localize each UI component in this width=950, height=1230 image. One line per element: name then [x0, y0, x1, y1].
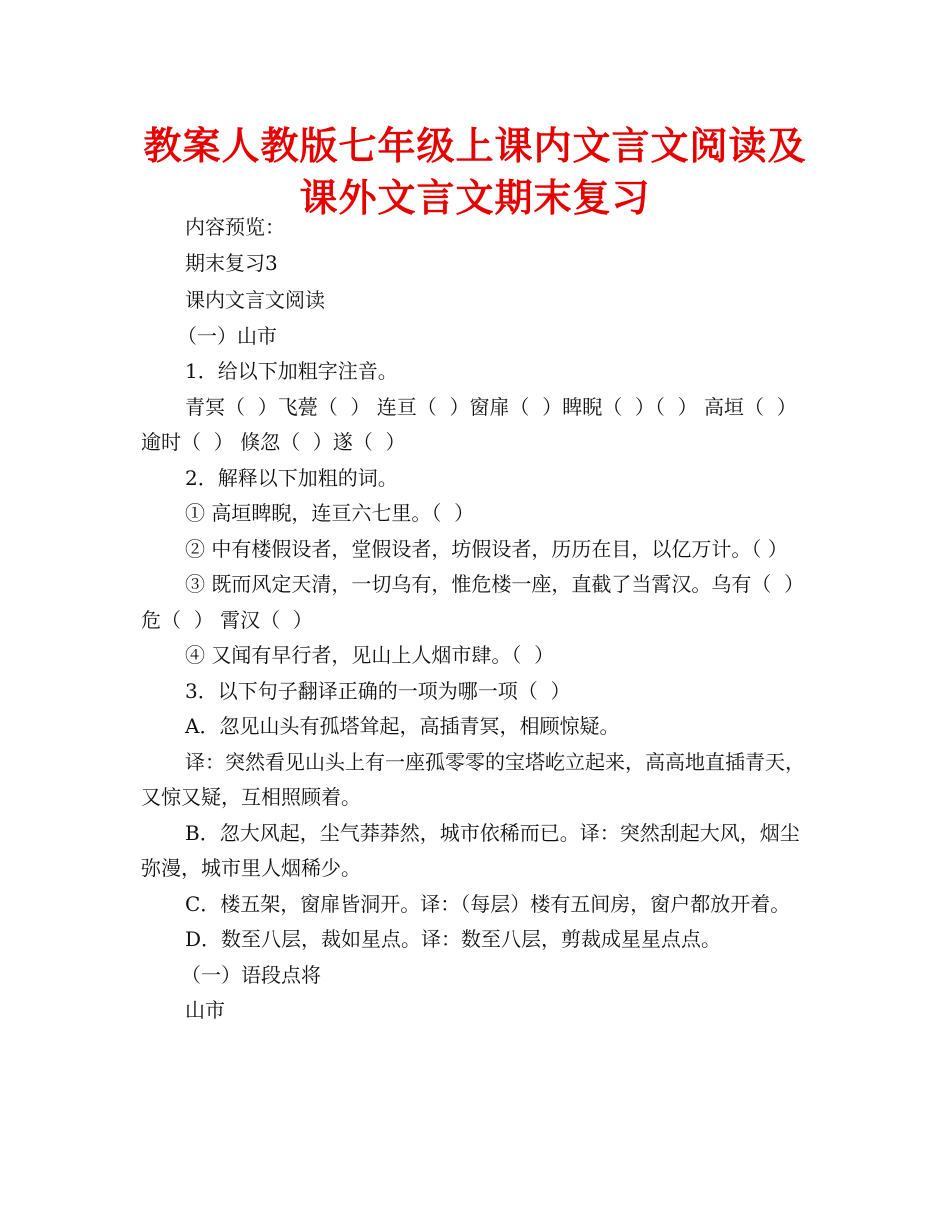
paragraph-review-heading: 期末复习3 [185, 250, 278, 275]
paragraph-preview-label: 内容预览： [185, 215, 285, 239]
paragraph-option-a-translation: 译：突然看见山头上有一座孤零零的宝塔屹立起来，高高地直插青天，又惊又疑，互相照顾着。 [141, 749, 805, 809]
paragraph-question-3: 3．以下句子翻译正确的一项为哪一项（ ） [185, 678, 571, 703]
paragraph-question-2-item-4: ④ 又闻有早行者，见山上人烟市肆。（ ） [185, 643, 555, 667]
paragraph-subsection-heading: （一）语段点将 [181, 962, 321, 987]
document-title: 教案人教版七年级上课内文言文阅读及课外文言文期末复习 [143, 124, 807, 220]
paragraph-question-2-item-2: ② 中有楼假设者，堂假设者，坊假设者，历历在目，以亿万计。（ ） [185, 536, 788, 561]
paragraph-section-heading: 课内文言文阅读 [185, 288, 325, 312]
paragraph-option-c: C．楼五架，窗扉皆洞开。译：（每层）楼有五间房，窗户都放开着。 [185, 891, 791, 916]
paragraph-question-1: 1．给以下加粗字注音。 [185, 359, 398, 383]
document-body [141, 210, 813, 1029]
paragraph-option-b: B．忽大风起，尘气莽莽然，城市依稀而已。译：突然刮起大风，烟尘弥漫，城市里人烟稀少。 [141, 820, 800, 880]
paragraph-text-name: 山市 [185, 998, 225, 1022]
paragraph-question-2: 2．解释以下加粗的词。 [185, 465, 398, 490]
paragraph-option-d: D．数至八层，裁如星点。译：数至八层，剪裁成星星点点。 [185, 927, 722, 951]
paragraph-question-1-items: 青冥（ ）飞甍（ ） 连亘（ ）窗扉（ ）睥睨（ ）（ ） 高垣（ ）逾时（ ） 倏忽（ ）遂（ ） [141, 394, 797, 454]
paragraph-question-2-item-3: ③ 既而风定天清，一切乌有，惟危楼一座，直截了当霄汉。乌有（ ）危（ ） 霄汉（ ） [141, 572, 805, 632]
paragraph-question-2-item-1: ① 高垣睥睨，连亘六七里。（ ） [185, 501, 475, 525]
paragraph-text-title: （一）山市 [177, 323, 277, 348]
paragraph-option-a: A．忽见山头有孤塔耸起，高插青冥，相顾惊疑。 [185, 714, 620, 738]
